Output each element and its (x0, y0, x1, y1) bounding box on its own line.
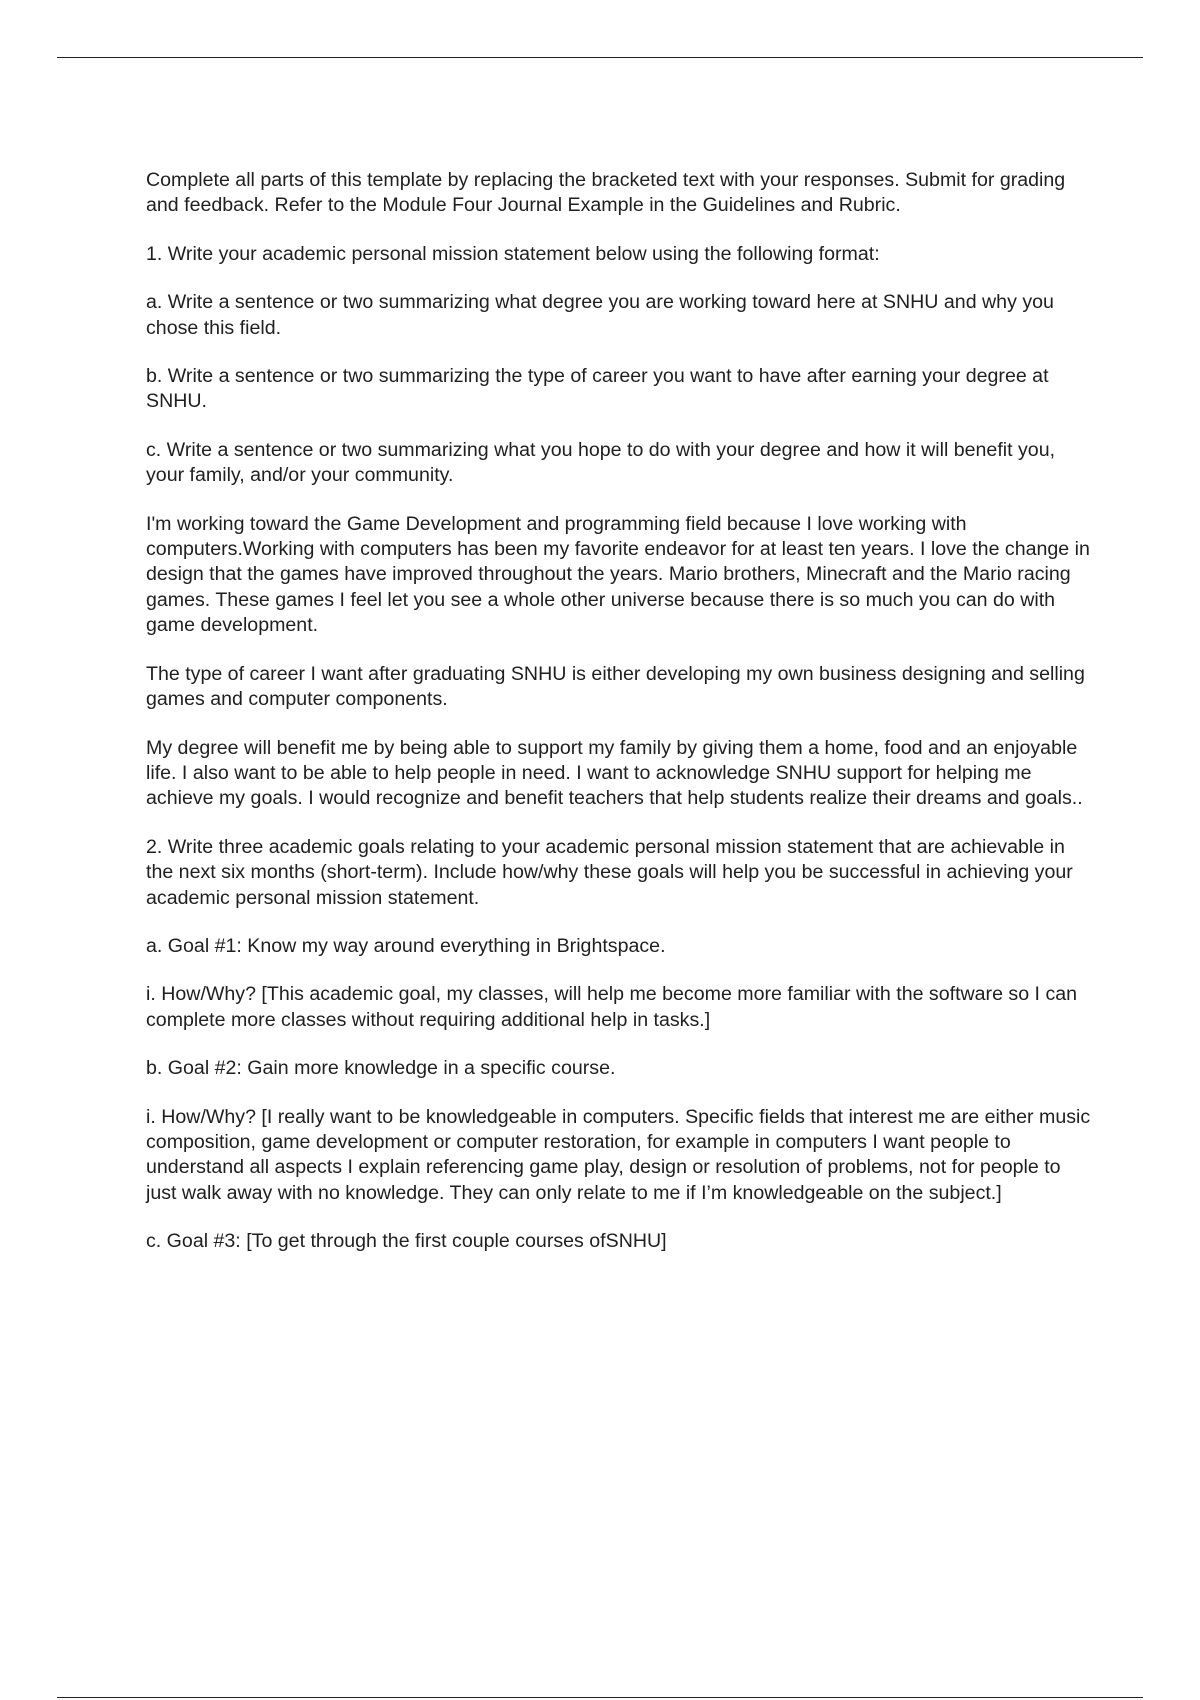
goal-3: c. Goal #3: [To get through the first couple courses ofSNHU] (146, 1230, 667, 1253)
question-1b-prompt: b. Write a sentence or two summarizing the type of career you want to have after earning your degree at SNHU. (146, 365, 1049, 413)
answer-1c-paragraph: My degree will benefit me by being able to support my family by giving them a home, food and an enjoyable life. I also want to be able to help people in need. I want to acknowledge SNHU support for helping me achieve my goals. I would recognize and benefit teachers that help students realize their dreams and goals.. (146, 736, 1083, 810)
question-1c-prompt: c. Write a sentence or two summarizing what you hope to do with your degree and how it will benefit you, your family, and/or your community. (146, 438, 1056, 487)
goal-2-how-why: i. How/Why? [I really want to be knowledgeable in computers. Specific fields that interest me are either music composition, game development or computer restoration, for example in computers I want people to understand all aspects I explain referencing game play, design or resolution of problems, not for people to just walk away with no knowledge. They can only relate to me if I’m knowledgeable on the subject.] (146, 1105, 1091, 1204)
question-1a-prompt: a. Write a sentence or two summarizing what degree you are working toward here at SNHU and why you chose this field. (146, 291, 1054, 339)
goal-1: a. Goal #1: Know my way around everything in Brightspace. (146, 934, 666, 957)
question-1-heading: 1. Write your academic personal mission statement below using the following format: (146, 242, 880, 265)
answer-1b-paragraph: The type of career I want after graduating SNHU is either developing my own business designing and selling games and computer components. (146, 662, 1085, 711)
bottom-divider (57, 1697, 1143, 1698)
instructions-paragraph: Complete all parts of this template by replacing the bracketed text with your responses. Submit for grading and feedback. Refer to the Module Four Journal Example in the Guidelines and Rubric. (146, 169, 1066, 217)
goal-1-how-why: i. How/Why? [This academic goal, my classes, will help me become more familiar with the software so I can complete more classes without requiring additional help in tasks.] (146, 983, 1078, 1031)
document-body (146, 168, 1096, 1278)
answer-1a-paragraph: I'm working toward the Game Development and programming field because I love working with computers.Working with computers has been my favorite endeavor for at least ten years. I love the change in design that the games have improved throughout the years. Mario brothers, Minecraft and the Mario racing games. These games I feel let you see a whole other universe because there is so much you can do with game development. (146, 512, 1090, 637)
question-2-heading: 2. Write three academic goals relating to your academic personal mission statement that are achievable in the next six months (short-term). Include how/why these goals will help you be successful in achieving your academic personal mission statement. (146, 835, 1073, 909)
top-divider (57, 57, 1143, 58)
goal-2: b. Goal #2: Gain more knowledge in a specific course. (146, 1057, 616, 1080)
